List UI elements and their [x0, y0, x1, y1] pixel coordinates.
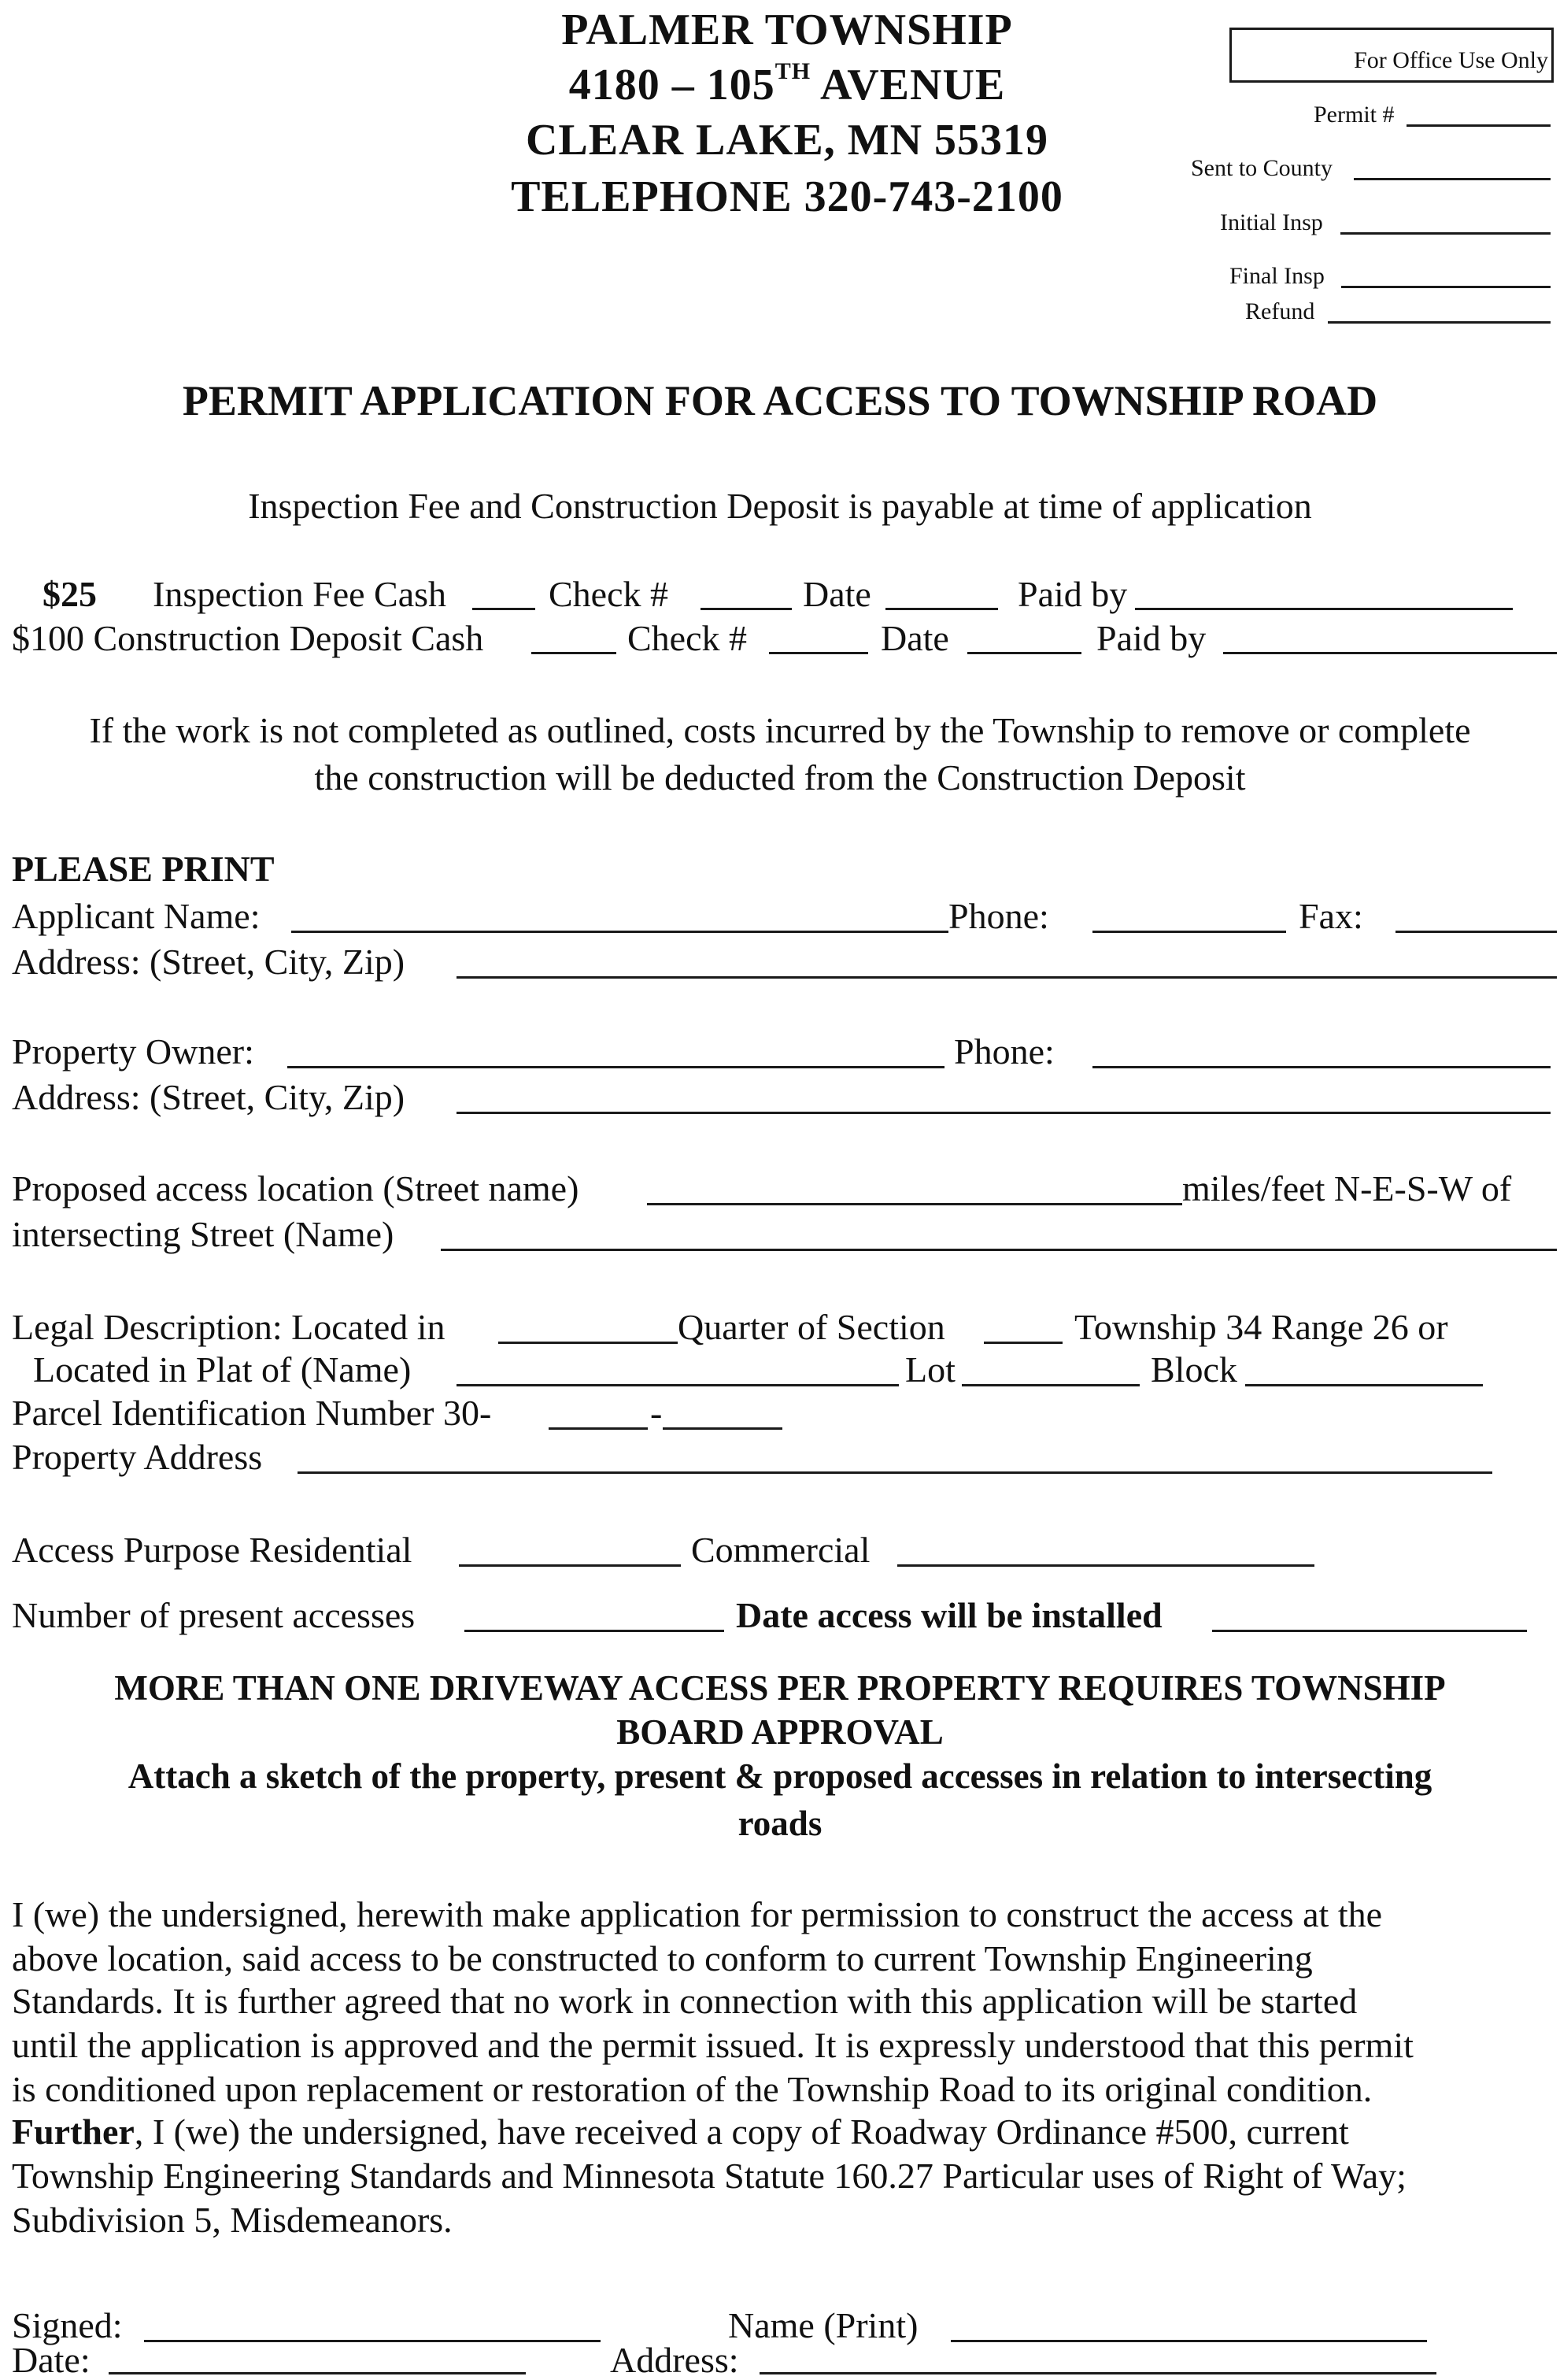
- address-street: AVENUE: [811, 61, 1006, 109]
- address-suffix: TH: [774, 58, 811, 84]
- install-date-field[interactable]: [1212, 1630, 1527, 1632]
- sketch-notice-line1: Attach a sketch of the property, present & proposed accesses in relation to intersecting: [128, 1756, 1432, 1796]
- deposit-paid-by-field[interactable]: [1223, 652, 1557, 654]
- access-purpose-label: Access Purpose Residential: [12, 1530, 412, 1570]
- plat-field[interactable]: [457, 1384, 899, 1386]
- applicant-fax-label: Fax:: [1299, 896, 1363, 936]
- driveway-notice-line1: MORE THAN ONE DRIVEWAY ACCESS PER PROPERTY REQUIRES TOWNSHIP: [114, 1668, 1446, 1708]
- legal-located-in-label: Legal Description: Located in: [12, 1307, 445, 1347]
- deposit-label: Construction Deposit Cash: [93, 618, 484, 658]
- signature-field[interactable]: [144, 2340, 601, 2342]
- present-accesses-field[interactable]: [464, 1630, 724, 1632]
- applicant-fax-field[interactable]: [1395, 931, 1557, 933]
- address-number: 4180 – 105: [568, 61, 775, 109]
- applicant-name-label: Applicant Name:: [12, 896, 261, 936]
- fee-notice: Inspection Fee and Construction Deposit is payable at time of application: [248, 486, 1312, 526]
- deposit-notice-line2: the construction will be deducted from the Construction Deposit: [314, 757, 1246, 798]
- plat-label: Located in Plat of (Name): [33, 1349, 412, 1390]
- legal-quarter-label: Quarter of Section: [678, 1307, 945, 1347]
- applicant-address-field[interactable]: [457, 976, 1557, 979]
- commercial-field[interactable]: [897, 1564, 1314, 1567]
- inspection-fee-label: Inspection Fee Cash: [153, 574, 447, 614]
- applicant-phone-label: Phone:: [948, 896, 1049, 936]
- final-insp-field[interactable]: [1341, 286, 1551, 288]
- refund-label: Refund: [1245, 298, 1315, 324]
- page-title: PERMIT APPLICATION FOR ACCESS TO TOWNSHIP ROAD: [182, 377, 1378, 424]
- office-use-box: [1229, 28, 1554, 83]
- inspection-check-field[interactable]: [701, 608, 792, 610]
- agreement-further-line: [12, 2114, 1349, 2150]
- deposit-paid-by-label: Paid by: [1096, 618, 1207, 658]
- date-label: Date:: [12, 2340, 91, 2380]
- please-print-heading: PLEASE PRINT: [12, 849, 275, 889]
- further-rest: , I (we) the undersigned, have received a copy of Roadway Ordinance #500, current: [134, 2112, 1349, 2152]
- applicant-address-label: Address: (Street, City, Zip): [12, 942, 405, 982]
- org-phone: TELEPHONE 320-743-2100: [511, 172, 1063, 221]
- driveway-notice-line2: BOARD APPROVAL: [616, 1712, 944, 1752]
- agreement-line: Subdivision 5, Misdemeanors.: [12, 2200, 453, 2240]
- inspection-paid-by-label: Paid by: [1018, 574, 1128, 614]
- deposit-cash-field[interactable]: [531, 652, 616, 654]
- deposit-amount: $100: [12, 618, 84, 658]
- parcel-id-field-2[interactable]: [663, 1427, 782, 1430]
- block-label: Block: [1151, 1349, 1237, 1390]
- owner-name-field[interactable]: [287, 1066, 945, 1068]
- signed-label: Signed:: [12, 2305, 123, 2345]
- date-field[interactable]: [109, 2372, 526, 2374]
- deposit-date-field[interactable]: [967, 652, 1081, 654]
- agreement-line: above location, said access to be constructed to conform to current Township Engineering: [12, 1938, 1313, 1978]
- sketch-notice-line2: roads: [737, 1804, 823, 1843]
- lot-label: Lot: [905, 1349, 956, 1390]
- name-print-field[interactable]: [951, 2340, 1427, 2342]
- owner-address-field[interactable]: [457, 1112, 1551, 1114]
- owner-address-label: Address: (Street, City, Zip): [12, 1077, 405, 1117]
- applicant-name-field[interactable]: [291, 931, 948, 933]
- lot-field[interactable]: [962, 1384, 1140, 1386]
- agreement-line: I (we) the undersigned, herewith make application for permission to construct the access at the: [12, 1894, 1383, 1934]
- name-print-label: Name (Print): [728, 2305, 919, 2345]
- legal-section-field[interactable]: [984, 1342, 1063, 1344]
- inspection-paid-by-field[interactable]: [1135, 608, 1513, 610]
- refund-field[interactable]: [1328, 321, 1551, 324]
- inspection-check-label: Check #: [549, 574, 669, 614]
- parcel-id-field-1[interactable]: [549, 1427, 648, 1430]
- commercial-label: Commercial: [691, 1530, 871, 1570]
- agreement-line: until the application is approved and the permit issued. It is expressly understood that this permit: [12, 2025, 1414, 2065]
- org-name: PALMER TOWNSHIP: [561, 6, 1013, 54]
- agreement-line: Standards. It is further agreed that no work in connection with this application will be started: [12, 1981, 1358, 2021]
- sent-to-county-field[interactable]: [1354, 178, 1551, 180]
- parcel-id-dash: -: [650, 1393, 663, 1433]
- deposit-check-field[interactable]: [769, 652, 868, 654]
- inspection-fee-amount: $25: [43, 574, 97, 614]
- signature-address-label: Address:: [610, 2340, 739, 2380]
- signature-address-field[interactable]: [760, 2372, 1436, 2374]
- inspection-date-label: Date: [803, 574, 871, 614]
- proposed-location-label: Proposed access location (Street name): [12, 1168, 579, 1209]
- owner-name-label: Property Owner:: [12, 1031, 254, 1072]
- install-date-label: Date access will be installed: [736, 1595, 1163, 1635]
- applicant-phone-field[interactable]: [1092, 931, 1286, 933]
- direction-label: miles/feet N-E-S-W of: [1182, 1168, 1512, 1209]
- further-bold: Further: [12, 2112, 135, 2152]
- deposit-row-label: [12, 620, 483, 657]
- agreement-line: is conditioned upon replacement or restoration of the Township Road to its original condition.: [12, 2069, 1373, 2109]
- owner-phone-label: Phone:: [954, 1031, 1055, 1072]
- deposit-date-label: Date: [881, 618, 949, 658]
- initial-insp-field[interactable]: [1340, 232, 1551, 235]
- legal-township-range-label: Township 34 Range 26 or: [1074, 1307, 1448, 1347]
- final-insp-label: Final Insp: [1229, 263, 1325, 289]
- residential-field[interactable]: [459, 1564, 681, 1567]
- legal-quarter-field[interactable]: [498, 1342, 678, 1344]
- intersecting-street-label: intersecting Street (Name): [12, 1214, 394, 1254]
- deposit-notice-line1: If the work is not completed as outlined, costs incurred by the Township to remove or complete: [89, 710, 1471, 750]
- sent-to-county-label: Sent to County: [1191, 155, 1333, 181]
- permit-number-field[interactable]: [1407, 124, 1551, 127]
- owner-phone-field[interactable]: [1092, 1066, 1551, 1068]
- intersecting-street-field[interactable]: [441, 1249, 1557, 1251]
- parcel-id-label: Parcel Identification Number 30-: [12, 1393, 492, 1433]
- inspection-fee-cash-field[interactable]: [472, 608, 535, 610]
- org-city: CLEAR LAKE, MN 55319: [525, 116, 1049, 165]
- permit-number-label: Permit #: [1314, 102, 1395, 128]
- property-address-label: Property Address: [12, 1437, 263, 1477]
- inspection-date-field[interactable]: [885, 608, 998, 610]
- office-use-label: For Office Use Only: [1354, 47, 1548, 73]
- property-address-field[interactable]: [298, 1471, 1492, 1474]
- block-field[interactable]: [1245, 1384, 1483, 1386]
- present-accesses-label: Number of present accesses: [12, 1595, 416, 1635]
- agreement-line: Township Engineering Standards and Minnesota Statute 160.27 Particular uses of Right of Way;: [12, 2156, 1407, 2196]
- deposit-check-label: Check #: [627, 618, 748, 658]
- initial-insp-label: Initial Insp: [1220, 209, 1323, 235]
- proposed-location-field[interactable]: [647, 1203, 1182, 1205]
